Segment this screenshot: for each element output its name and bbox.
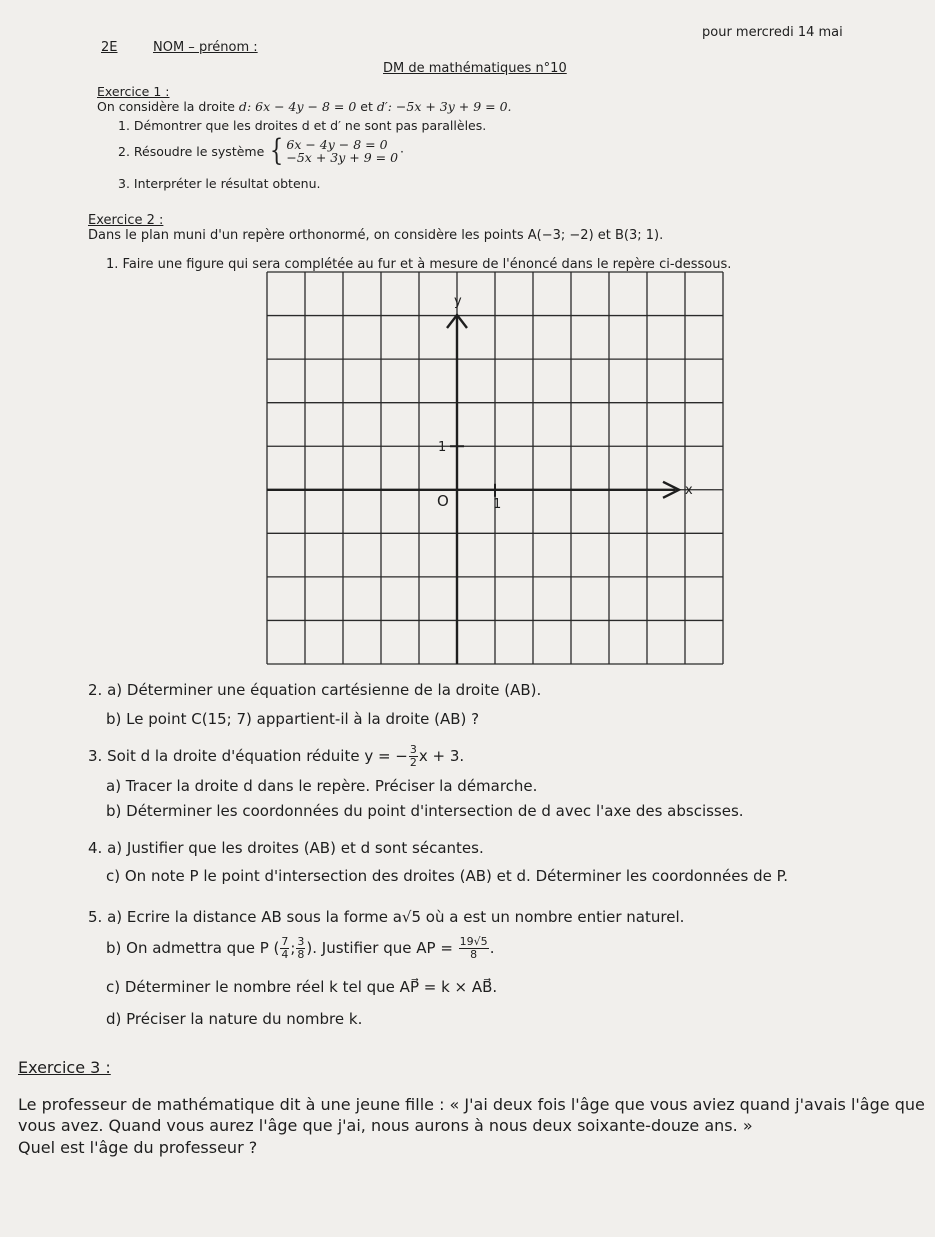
ex2-intro: Dans le plan muni d'un repère orthonormé, on considère les points A(−3; −2) et B(3; 1).: [88, 228, 664, 243]
ex1-title: Exercice 1 :: [97, 84, 170, 99]
ex1-q2: 2. Résoudre le système { 6x − 4y − 8 = 0 −5x + 3y + 9 = 0 ·: [118, 133, 405, 168]
x-unit-label: 1: [493, 496, 502, 512]
y-axis-label: y: [454, 294, 462, 309]
ex2-q5a: 5. a) Ecrire la distance AB sous la forme a√5 où a est un nombre entier naturel.: [88, 908, 685, 926]
ex2-q5d: d) Préciser la nature du nombre k.: [106, 1010, 363, 1028]
ex3-title: Exercice 3 :: [18, 1058, 111, 1077]
page-title: DM de mathématiques n°10: [383, 61, 567, 76]
ex1-q1: 1. Démontrer que les droites d et d′ ne sont pas parallèles.: [118, 118, 487, 133]
ex1-q3: 3. Interpréter le résultat obtenu.: [118, 176, 321, 191]
ex3-line1: Le professeur de mathématique dit à une jeune fille : « J'ai deux fois l'âge que vous aviez quand j'avais l'âge que: [18, 1095, 925, 1114]
x-axis-label: x: [685, 482, 693, 498]
origin-label: O: [437, 491, 449, 510]
coordinate-grid: [265, 270, 725, 666]
equation-system: 6x − 4y − 8 = 0 −5x + 3y + 9 = 0: [286, 137, 399, 165]
ex2-q3b: b) Déterminer les coordonnées du point d'intersection de d avec l'axe des abscisses.: [106, 802, 744, 820]
system-brace: {: [270, 133, 284, 168]
ex3-line3: Quel est l'âge du professeur ?: [18, 1138, 258, 1157]
ex2-q1: 1. Faire une figure qui sera complétée au fur et à mesure de l'énoncé dans le repère ci-dessous.: [106, 257, 732, 272]
axes: [267, 315, 679, 664]
ex2-title: Exercice 2 :: [88, 213, 164, 228]
ex2-q3: 3. Soit d la droite d'équation réduite y = − $\frac{3}{2}$ x + 3.: [88, 743, 465, 769]
ex2-q4c: c) On note P le point d'intersection des droites (AB) et d. Déterminer les coordonnées de P.: [106, 867, 789, 885]
ex2-q5c: c) Déterminer le nombre réel k tel que AP⃗ = k × AB⃗.: [106, 978, 498, 996]
class-label: 2E: [101, 40, 118, 55]
ex2-q3a: a) Tracer la droite d dans le repère. Préciser la démarche.: [106, 777, 538, 795]
grid-lines: [267, 272, 723, 664]
ex3-line2: vous avez. Quand vous aurez l'âge que j'ai, nous aurons à nous deux soixante-douze ans. »: [18, 1116, 753, 1135]
ex2-q4a: 4. a) Justifier que les droites (AB) et d sont sécantes.: [88, 839, 484, 857]
due-date: pour mercredi 14 mai: [702, 25, 843, 40]
ex1-intro: On considère la droite d: 6x − 4y − 8 = 0 et d′: −5x + 3y + 9 = 0.: [97, 99, 512, 114]
ex2-q5b: b) On admettra que P ( $\frac{7}{4}$ ; $\frac{3}{8}$ ). Justifier que AP = $\frac{19√5}{8}$ .: [106, 935, 495, 961]
y-unit-label: 1: [438, 440, 447, 456]
ex2-q2b: b) Le point C(15; 7) appartient-il à la droite (AB) ?: [106, 710, 480, 728]
ex2-q2a: 2. a) Déterminer une équation cartésienne de la droite (AB).: [88, 681, 542, 699]
name-label: NOM – prénom :: [153, 40, 258, 55]
